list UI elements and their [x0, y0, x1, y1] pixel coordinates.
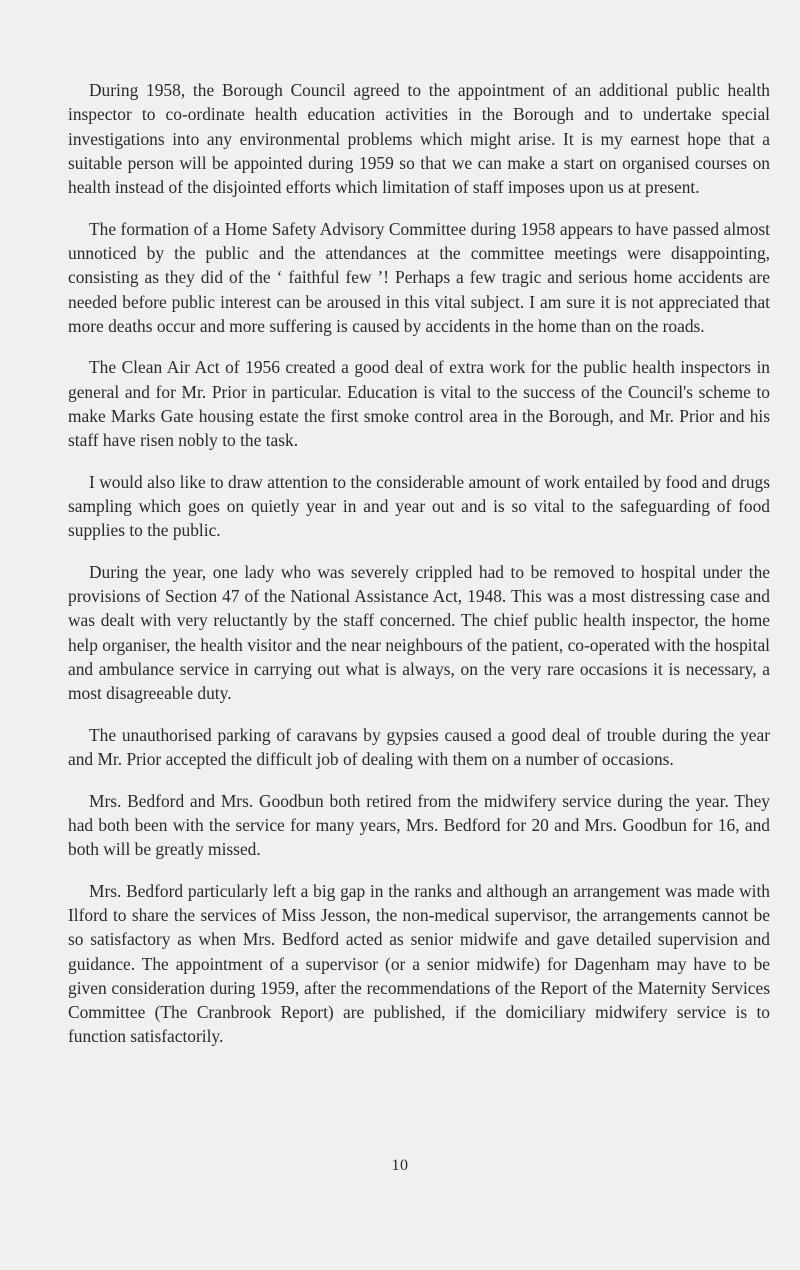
paragraph-clean-air-act: The Clean Air Act of 1956 created a good deal of extra work for the public health inspectors in general and for Mr. Prior in particular. Education is vital to the success of the Council's scheme to make Marks Gate housing estate the first smoke control area in the Borough, and Mr. Prior and his staff have risen nobly to the task.: [68, 357, 770, 451]
page-number: 10: [391, 1157, 409, 1174]
paragraph-midwifery-supervision: Mrs. Bedford particularly left a big gap in the ranks and although an arrangement was made with Ilford to share the services of Miss Jesson, the non-medical supervisor, the arrangements cannot be so satisfactory as when Mrs. Bedford acted as senior midwife and gave detailed supervision and guidance. The appointment of a supervisor (or a senior midwife) for Dagenham may have to be given consideration during 1959, after the recommendations of the Report of the Maternity Services Committee (The Cranbrook Report) are published, if the domiciliary midwifery service is to function satisfactorily.: [68, 880, 770, 1047]
paragraph-health-inspector: During 1958, the Borough Council agreed to the appointment of an additional public health inspector to co-ordinate health education activities in the Borough and to undertake special investigations into any environmental problems which might arise. It is my earnest hope that a suitable person will be appointed during 1959 so that we can make a start on organised courses on health instead of the disjointed efforts which limitation of staff imposes upon us at present.: [68, 80, 770, 198]
paragraph-home-safety: The formation of a Home Safety Advisory Committee during 1958 appears to have passed almost unnoticed by the public and the attendances at the committee meetings were disappointing, consisting as they did of the ‘ faithful few ’! Perhaps a few tragic and serious home accidents are needed before public interest can be aroused in this vital subject. I am sure it is not appreciated that more deaths occur and more suffering is caused by accidents in the home than on the roads.: [68, 218, 770, 336]
body-text: [68, 78, 770, 1066]
paragraph-caravans: The unauthorised parking of caravans by gypsies caused a good deal of trouble during the year and Mr. Prior accepted the difficult job of dealing with them on a number of occasions.: [68, 724, 770, 770]
paragraph-midwives-retired: Mrs. Bedford and Mrs. Goodbun both retired from the midwifery service during the year. They had both been with the service for many years, Mrs. Bedford for 20 and Mrs. Goodbun for 16, and both will be greatly missed.: [68, 790, 770, 860]
paragraph-food-drugs-sampling: I would also like to draw attention to the considerable amount of work entailed by food and drugs sampling which goes on quietly year in and year out and is so vital to the safeguarding of food supplies to the public.: [68, 471, 770, 541]
paragraph-national-assistance: During the year, one lady who was severely crippled had to be removed to hospital under the provisions of Section 47 of the National Assistance Act, 1948. This was a most distressing case and was dealt with very reluctantly by the staff concerned. The chief public health inspector, the home help organiser, the health visitor and the near neighbours of the patient, co-operated with the hospital and ambulance service in carrying out what is always, on the very rare occasions it is necessary, a most disagreeable duty.: [68, 561, 770, 704]
